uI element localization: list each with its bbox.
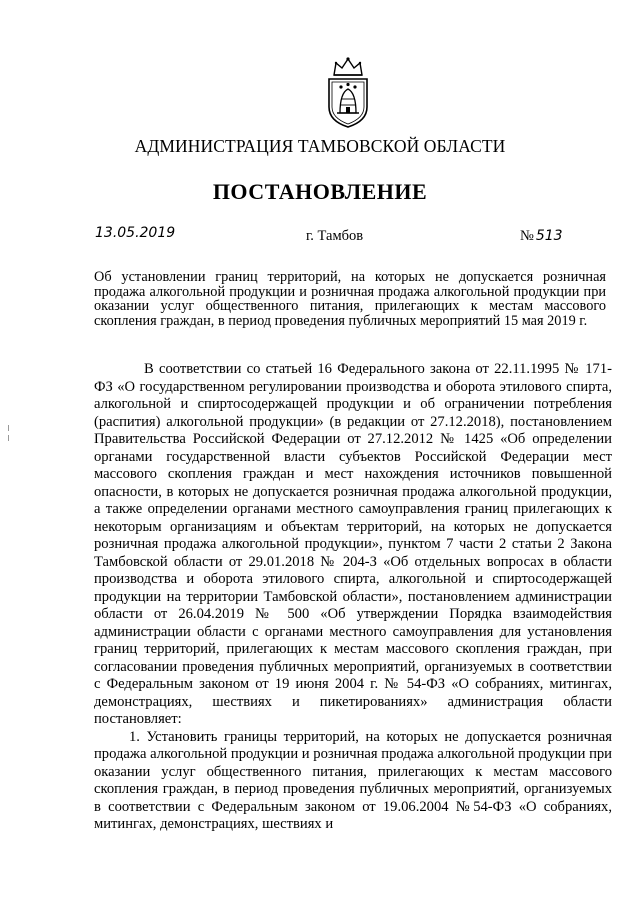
document-subject: Об установлении границ территорий, на которых не допускается розничная продажа алкогольной продукции и розничная продажа алкогольной продукции при оказании услуг общественного питания, прилегающих к местам массового скопления граждан, в период проведения публичных мероприятий 15 мая 2019 г. xyxy=(94,269,606,329)
document-city: г. Тамбов xyxy=(306,228,364,244)
margin-mark xyxy=(8,425,9,431)
tambov-region-coat-of-arms-icon xyxy=(323,55,373,129)
body-paragraph: 1. Установить границы территорий, на которых не допускается розничная продажа алкогольной продукции и розничная продажа алкогольной продукции при оказании услуг общественного питания, прилегающих к местам массового скопления граждан, в период проведения публичных мероприятий, организуемых в соответствии с Федеральным законом от 19.06.2004 №54-ФЗ «О собраниях, митингах, демонстрациях, шествиях и xyxy=(94,728,612,832)
body-paragraph: В соответствии со статьей 16 Федерального закона от 22.11.1995 № 171-ФЗ «О государственном регулировании производства и оборота этилового спирта, алкогольной и спиртосодержащей продукции и об ограничении потребления (распития) алкогольной продукции» (в редакции от 27.12.2018), постановлением Правительства Российской Федерации от 27.12.2012 № 1425 «Об определении органами государственной власти субъектов Российской Федерации мест массового скопления граждан и мест нахождения источников повышенной опасности, в которых не допускается розничная продажа алкогольной продукции, а также определении органами местного самоуправления границ прилегающих к некоторым организациям и объектам территорий, на которых не допускается розничная продажа алкогольной продукции», пунктом 7 части 2 статьи 2 Закона Тамбовской области от 29.01.2018 № 204-З «Об отдельных вопросах в области производства и оборота этилового спирта, алкогольной и спиртосодержащей продукции на территории Тамбовской области», постановлением администрации области от 26.04.2019 № 500 «Об утверждении Порядка взаимодействия администрации области с органами местного самоуправления для установления границ территорий, прилегающих к местам массового скопления граждан, при согласовании проведения публичных мероприятий, организуемых в соответствии с Федеральным законом от 19 июня 2004 г. № 54-ФЗ «О собраниях, митингах, демонстрациях, шествиях и пикетированиях» администрация области постановляет: xyxy=(94,361,612,727)
document-number xyxy=(520,228,563,245)
document-number-value: 513 xyxy=(535,228,563,244)
document-number-label: № xyxy=(520,228,534,244)
agency-name: АДМИНИСТРАЦИЯ ТАМБОВСКОЙ ОБЛАСТИ xyxy=(134,136,506,156)
margin-mark xyxy=(8,435,9,441)
document-type-heading: ПОСТАНОВЛЕНИЕ xyxy=(212,179,428,204)
document-date: 13.05.2019 xyxy=(95,225,176,241)
document-body xyxy=(94,361,612,834)
